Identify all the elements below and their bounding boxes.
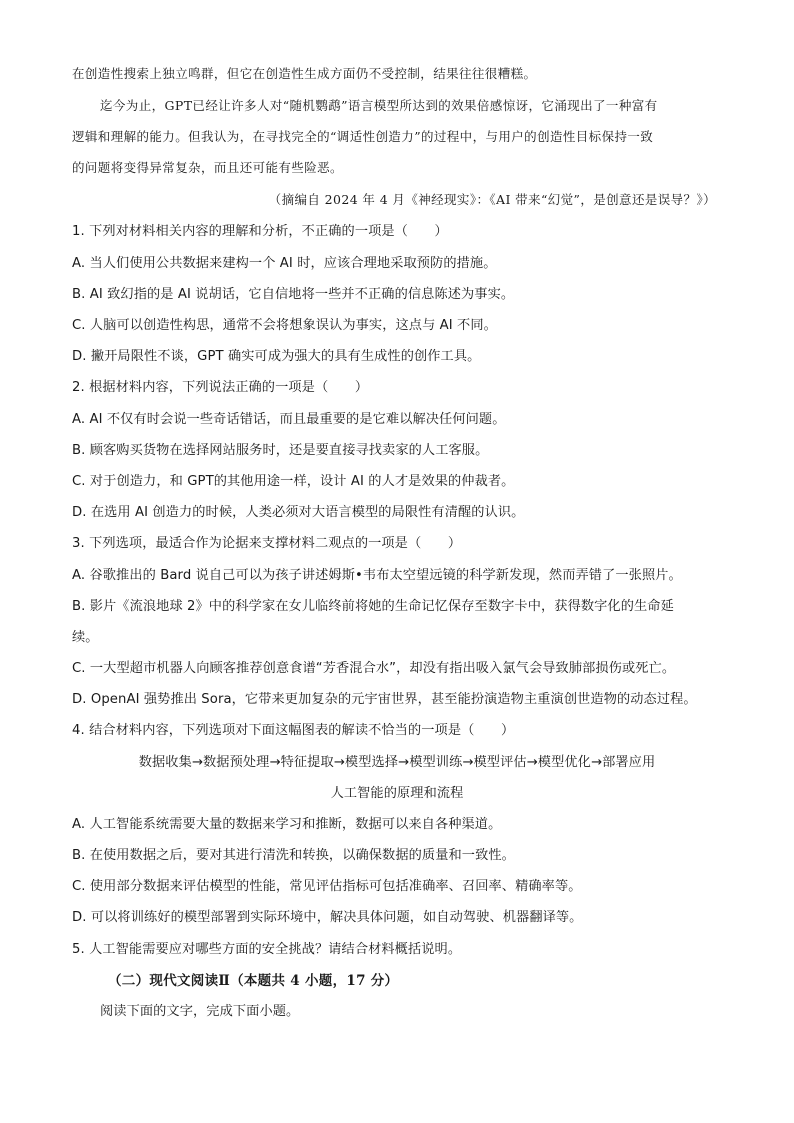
question-3-option-d: D. OpenAI 强势推出 Sora，它带来更加复杂的元宇宙世界，甚至能扮演造物主重演创世造物的动态过程。 bbox=[72, 692, 697, 707]
passage-line-2: 迄今为止，GPT已经让许多人对“随机鹦鹉”语言模型所达到的效果倍感惊讶，它涌现出了一种富有 bbox=[100, 98, 658, 113]
ai-process-flow: 数据收集→数据预处理→特征提取→模型选择→模型训练→模型评估→模型优化→部署应用 bbox=[138, 755, 656, 770]
section-2-heading: （二）现代文阅读Ⅱ（本题共 4 小题，17 分） bbox=[108, 973, 399, 989]
passage-source: （摘编自 2024 年 4 月《神经现实》：《AI 带来“幻觉”，是创意还是误导？》） bbox=[268, 192, 716, 207]
question-4-option-a: A. 人工智能系统需要大量的数据来学习和推断，数据可以来自各种渠道。 bbox=[72, 817, 502, 832]
ai-process-caption: 人工智能的原理和流程 bbox=[330, 786, 464, 801]
question-1-option-c: C. 人脑可以创造性构思，通常不会将想象误认为事实，这点与 AI 不同。 bbox=[72, 318, 497, 333]
question-1-stem: 1. 下列对材料相关内容的理解和分析，不正确的一项是（ ） bbox=[72, 224, 448, 239]
question-4-option-b: B. 在使用数据之后，要对其进行清洗和转换，以确保数据的质量和一致性。 bbox=[72, 848, 515, 863]
passage-line-3: 逻辑和理解的能力。但我认为，在寻找完全的“调适性创造力”的过程中，与用户的创造性目标保持一致 bbox=[72, 129, 654, 144]
passage-line-1: 在创造性搜索上独立鸣群，但它在创造性生成方面仍不受控制，结果往往很糟糕。 bbox=[72, 66, 537, 81]
question-2-option-d: D. 在选用 AI 创造力的时候，人类必须对大语言模型的局限性有清醒的认识。 bbox=[72, 505, 525, 520]
question-2-option-c: C. 对于创造力，和 GPT的其他用途一样，设计 AI 的人才是效果的仲裁者。 bbox=[72, 474, 515, 489]
question-1-option-b: B. AI 致幻指的是 AI 说胡话，它自信地将一些并不正确的信息陈述为事实。 bbox=[72, 287, 515, 302]
question-2-option-b: B. 顾客购买货物在选择网站服务时，还是要直接寻找卖家的人工客服。 bbox=[72, 443, 489, 458]
question-2-stem: 2. 根据材料内容，下列说法正确的一项是（ ） bbox=[72, 380, 369, 395]
question-3-option-a: A. 谷歌推出的 Bard 说自己可以为孩子讲述姆斯•韦布太空望远镜的科学新发现，然而弄错了一张照片。 bbox=[72, 568, 682, 583]
question-5-stem: 5. 人工智能需要应对哪些方面的安全挑战？请结合材料概括说明。 bbox=[72, 942, 462, 957]
question-3-option-c: C. 一大型超市机器人向顾客推荐创意食谱“芳香混合水”，却没有指出吸入氯气会导致肺部损伤或死亡。 bbox=[72, 661, 676, 676]
question-4-stem: 4. 结合材料内容，下列选项对下面这幅图表的解读不恰当的一项是（ ） bbox=[72, 723, 515, 738]
question-3-stem: 3. 下列选项，最适合作为论据来支撑材料二观点的一项是（ ） bbox=[72, 536, 462, 551]
passage-line-4: 的问题将变得异常复杂，而且还可能有些险恶。 bbox=[72, 160, 343, 175]
question-3-option-b-line2: 续。 bbox=[72, 630, 99, 645]
question-4-option-c: C. 使用部分数据来评估模型的性能，常见评估指标可包括准确率、召回率、精确率等。 bbox=[72, 879, 582, 894]
question-2-option-a: A. AI 不仅有时会说一些奇话错话，而且最重要的是它难以解决任何问题。 bbox=[72, 412, 506, 427]
question-1-option-a: A. 当人们使用公共数据来建构一个 AI 时，应该合理地采取预防的措施。 bbox=[72, 256, 497, 271]
question-4-option-d: D. 可以将训练好的模型部署到实际环境中，解决具体问题，如自动驾驶、机器翻译等。 bbox=[72, 910, 583, 925]
question-3-option-b-line1: B. 影片《流浪地球 2》中的科学家在女儿临终前将她的生命记忆保存至数字卡中，获得数字化的生命延 bbox=[72, 599, 674, 614]
section-2-instruction: 阅读下面的文字，完成下面小题。 bbox=[100, 1004, 300, 1019]
question-1-option-d: D. 撇开局限性不谈，GPT 确实可成为强大的具有生成性的创作工具。 bbox=[72, 349, 481, 364]
